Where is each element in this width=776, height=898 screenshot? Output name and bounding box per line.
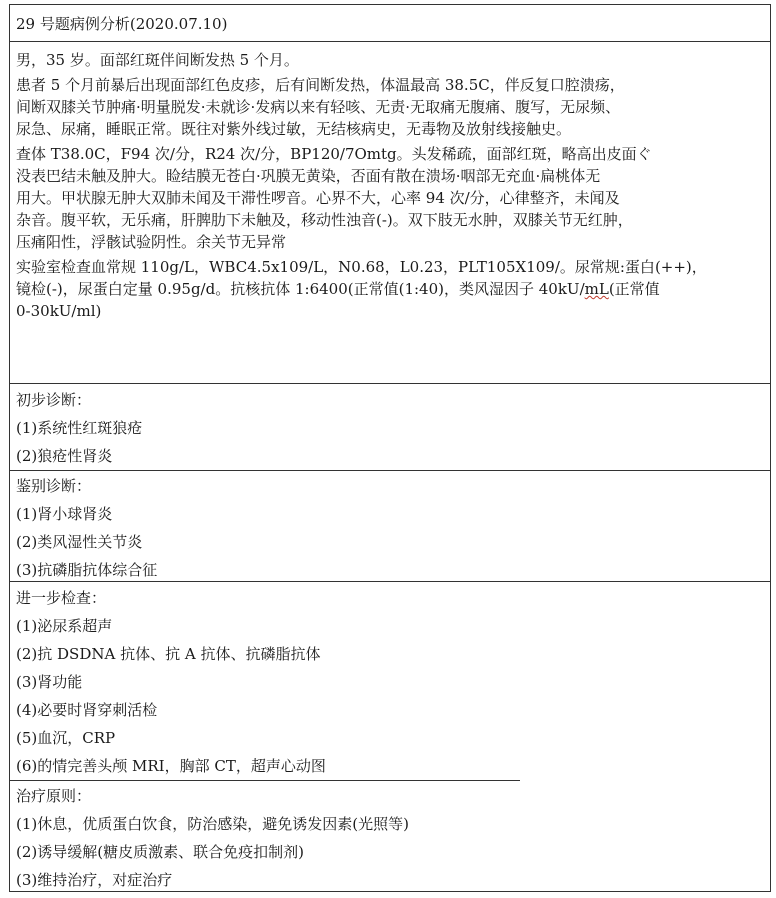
section-heading: 治疗原则： [16,787,92,805]
lab-line [16,278,768,300]
differential-item: (2)类风湿性关节炎 [16,533,143,551]
exam-line: 查体 T38.0C，F94 次/分，R24 次/分，BP120/7Omtg。头发稀疏，面部红斑，略高出皮面ぐ [16,145,652,163]
lab-line-text: (正常值 [608,280,660,298]
treatment-item: (1)休息，优质蛋白饮食，防治感染，避免诱发因素(光照等) [16,815,409,833]
section-divider [10,780,520,781]
lab-line: 实验室检查血常规 110g/L，WBC4.5x109/L，N0.68，L0.23，PLT105X109/。尿常规:蛋白(++)， [16,258,707,276]
treatment-item: (2)诱导缓解(糖皮质激素、联合免疫扣制剂) [16,843,304,861]
diagnosis-item: (2)狼疮性肾炎 [16,447,113,465]
exam-line: 杂音。腹平软，无乐痛，肝脾肋下未触及，移动性浊音(-)。双下肢无水肿，双膝关节无红肿， [16,211,633,229]
history-line: 尿急、尿痛，睡眠正常。既往对紫外线过敏，无结核病史，无毒物及放射线接触史。 [16,120,572,138]
section-heading: 鉴别诊断： [16,477,92,495]
exam-line: 用大。甲状腺无肿大双肺未闻及干滞性啰音。心界不大，心率 94 次/分，心律整齐，未闻及 [16,189,620,207]
exam-item: (6)的情完善头颅 MRI，胸部 CT，超声心动图 [16,757,326,775]
exam-line: 压痛阳性，浮骸试验阴性。余关节无异常 [16,233,287,251]
exam-item: (4)必要时肾穿刺活检 [16,701,158,719]
case-summary: 男，35 岁。面部红斑伴间断发热 5 个月。 [16,51,299,69]
lab-line: 0-30kU/ml) [16,302,102,320]
history-line: 患者 5 个月前暴后出现面部红色皮疹，后有间断发热，体温最高 38.5C，伴反复口腔溃疡， [16,76,625,94]
exam-item: (2)抗 DSDNA 抗体、抗 A 抗体、抗磷脂抗体 [16,645,321,663]
lab-unit-misspelled: mL [584,280,609,298]
differential-item: (3)抗磷脂抗体综合征 [16,561,158,579]
section-divider [10,383,770,384]
history-line: 间断双膝关节肿痛·明量脱发·未就诊·发病以来有轻咳、无责·无取痛无腹痛、腹写，无尿频、 [16,98,621,116]
section-heading: 进一步检查： [16,589,107,607]
case-description [16,49,768,322]
lab-line-text: 镜检(-)，尿蛋白定量 0.95g/d。抗核抗体 1:6400(正常值(1:40)，类风湿因子 40kU/ [16,280,585,298]
treatment-item: (3)维持治疗，对症治疗 [16,871,173,889]
exam-item: (3)肾功能 [16,673,83,691]
exam-item: (1)泌尿系超声 [16,617,113,635]
section-divider [10,470,770,471]
exam-item: (5)血沉，CRP [16,729,116,747]
title-row [10,5,770,42]
section-heading: 初步诊断： [16,391,92,409]
diagnosis-item: (1)系统性红斑狼疮 [16,419,143,437]
exam-line: 没表巴结未触及肿大。睑结膜无苍白·巩膜无黄染，否面有散在溃场·咽部无充血·扁桃体无 [16,167,601,185]
differential-item: (1)肾小球肾炎 [16,505,113,523]
case-analysis-table [9,4,771,892]
section-divider [10,581,770,582]
case-title: 29 号题病例分析(2020.07.10) [16,15,228,33]
